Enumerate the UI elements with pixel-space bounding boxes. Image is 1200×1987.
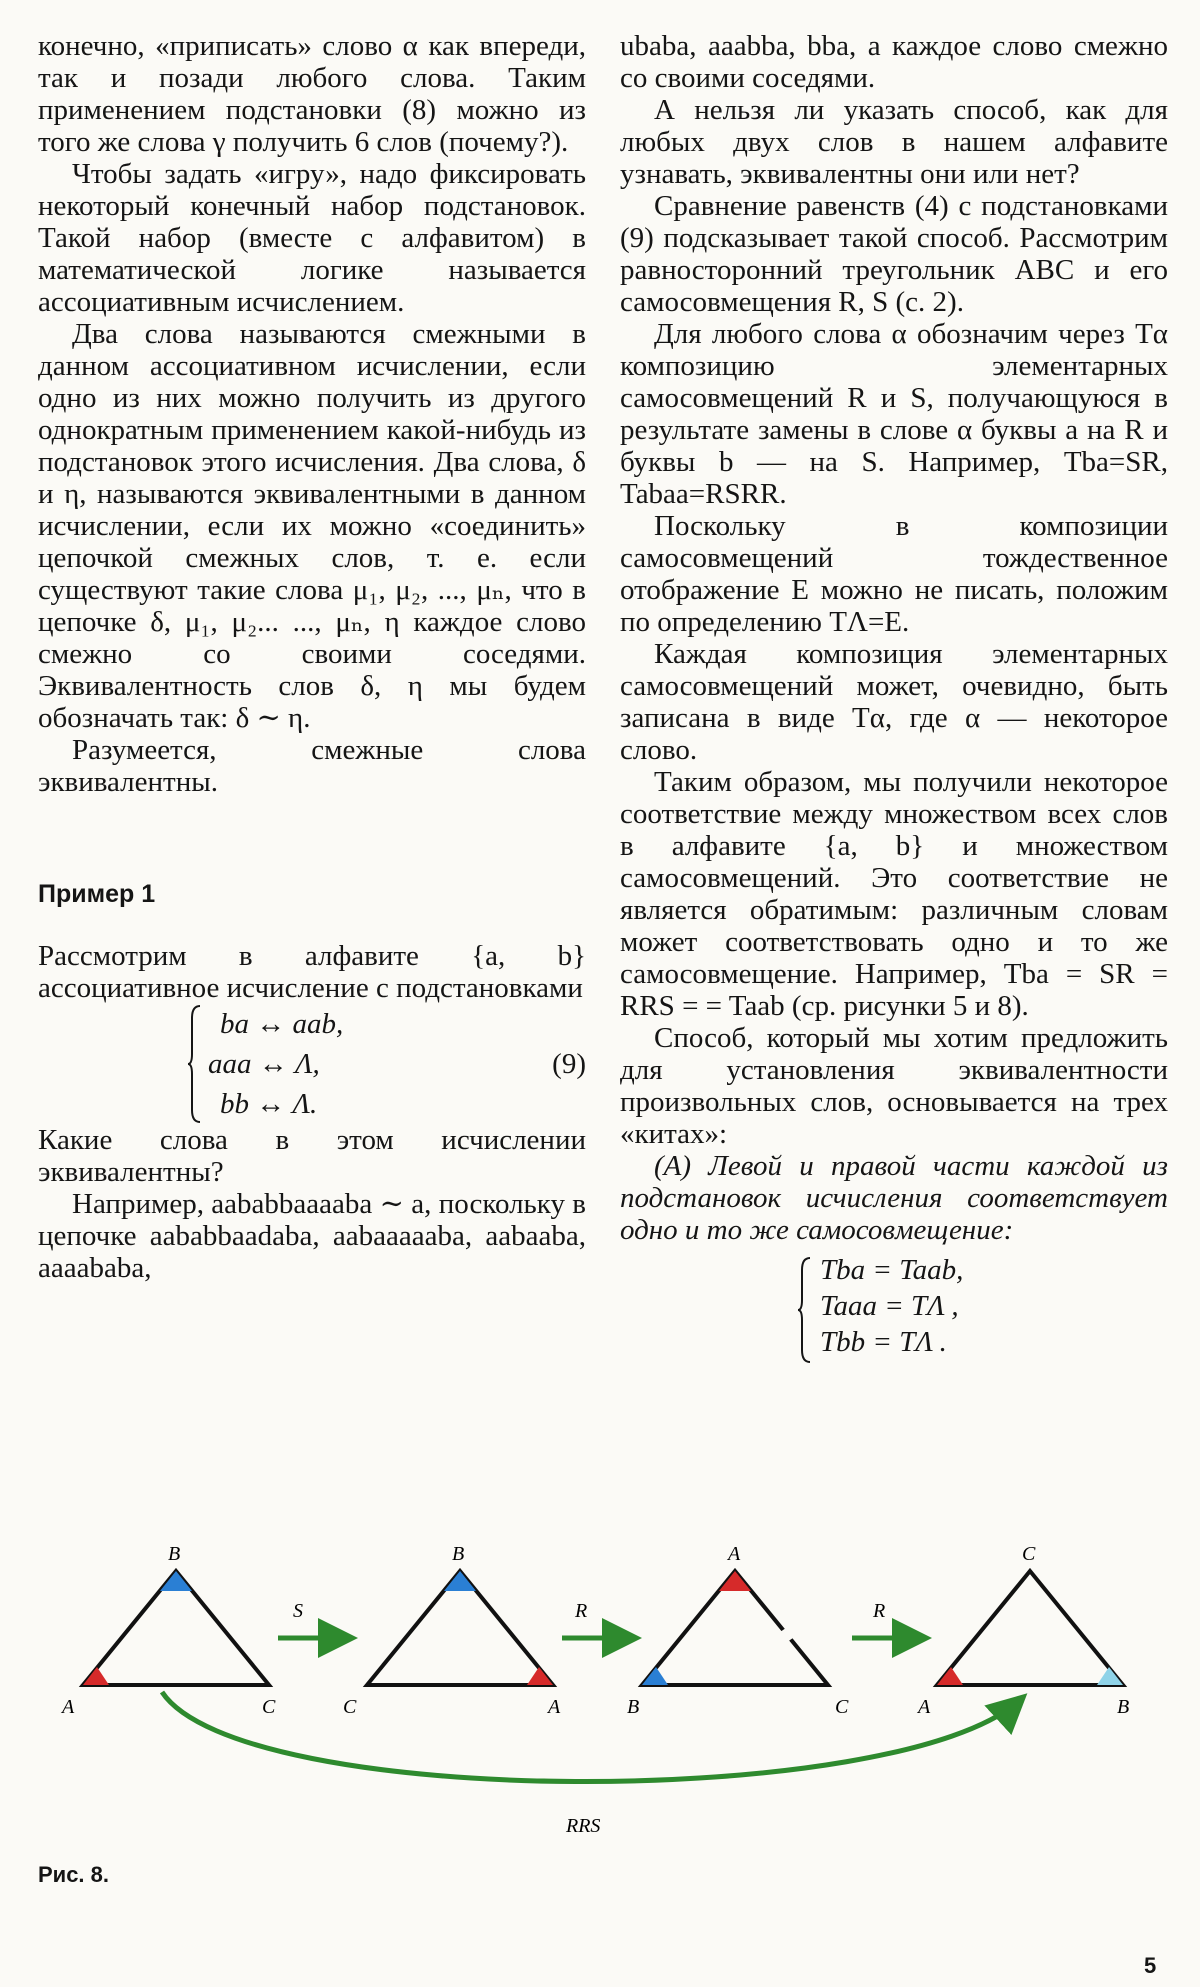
- triangle-4: [916, 1543, 1129, 1718]
- substitution-system: [38, 1004, 586, 1124]
- substitution-2: aaa ↔ Λ,: [208, 1048, 320, 1080]
- triangle-3-left-corner: [642, 1667, 668, 1685]
- arrow-r-2-label: R: [873, 1600, 886, 1622]
- correspondence-3: Tbb = TΛ .: [820, 1326, 947, 1358]
- brace-icon: [188, 1004, 202, 1124]
- triangle-4-top-label: C: [1022, 1543, 1036, 1565]
- rrs-curve: [162, 1692, 1020, 1837]
- arrow-r-2: [852, 1600, 922, 1638]
- arrow-s: [278, 1600, 348, 1638]
- triangle-2-right-corner: [527, 1667, 553, 1685]
- figure-caption: Рис. 8.: [38, 1862, 110, 1887]
- triangle-3-top-label: A: [728, 1543, 741, 1565]
- triangle-1-left-label: A: [62, 1696, 75, 1718]
- right-column: [620, 30, 1168, 1360]
- triangle-1-right-label: C: [262, 1696, 276, 1718]
- page-number: 5: [1144, 1953, 1157, 1978]
- right-paragraph-4: Для любого слова α обозначим через Tα композицию элементарных самосовмещений R и S, получающуюся в результате замены в слове α буквы a на R и буквы b — на S. Например, Tba=SR, Tabaa=RSRR.: [620, 318, 1168, 510]
- triangle-1-top-label: B: [168, 1543, 181, 1565]
- left-column: [38, 30, 586, 1284]
- left-paragraph-6: Какие слова в этом исчислении эквивалентны?: [38, 1124, 586, 1188]
- triangle-4-left-corner: [937, 1667, 963, 1685]
- substitution-3: bb ↔ Λ.: [220, 1088, 318, 1120]
- right-paragraph-8: Способ, который мы хотим предложить для установления эквивалентности произвольных слов, основывается на трех «китах»:: [620, 1022, 1168, 1150]
- triangle-2-left-label: C: [343, 1696, 357, 1718]
- right-paragraph-5: Поскольку в композиции самосовмещений тождественное отображение E можно не писать, положим по определению TΛ=E.: [620, 510, 1168, 638]
- equation-number: (9): [552, 1048, 586, 1080]
- triangle-2-right-label: A: [548, 1696, 561, 1718]
- triangle-2-top-corner: [444, 1571, 476, 1591]
- triangle-4-left-label: A: [918, 1696, 931, 1718]
- triangle-3-right-label: C: [835, 1696, 849, 1718]
- triangle-2: [343, 1543, 561, 1718]
- spacer: [38, 910, 586, 940]
- right-paragraph-6: Каждая композиция элементарных самосовмещений может, очевидно, быть записана в виде Tα, где α — некоторое слово.: [620, 638, 1168, 766]
- right-paragraph-7: Таким образом, мы получили некоторое соответствие между множеством всех слов в алфавите {a, b} и множеством самосовмещений. Это соответствие не является обратимым: различным словам может соответствовать одно и то же самосовмещение. Например, Tba = SR = RRS = = Taab (ср. рисунки 5 и 8).: [620, 766, 1168, 1022]
- left-paragraph-7: Например, aababbaaaaba ∼ a, поскольку в цепочке aababbaadaba, aabaaaaaba, aabaaba, aaaababa,: [38, 1188, 586, 1284]
- left-paragraph-1: конечно, «приписать» слово α как впереди, так и позади любого слова. Таким применением подстановки (8) можно из того же слова γ получить 6 слов (почему?).: [38, 30, 586, 158]
- triangle-3-gap: [783, 1630, 790, 1640]
- right-paragraph-2: А нельзя ли указать способ, как для любых двух слов в нашем алфавите узнавать, эквивалентны они или нет?: [620, 94, 1168, 190]
- left-paragraph-5: Рассмотрим в алфавите {a, b} ассоциативное исчисление с подстановками: [38, 940, 586, 1004]
- arrow-r-1: [562, 1600, 632, 1638]
- right-paragraph-3: Сравнение равенств (4) с подстановками (9) подсказывает такой способ. Рассмотрим равносторонний треугольник ABC и его самосовмещения R, S (с. 2).: [620, 190, 1168, 318]
- correspondence-system: [620, 1252, 1168, 1360]
- substitution-1: ba ↔ aab,: [220, 1008, 344, 1040]
- spacer: [38, 798, 586, 878]
- triangle-4-right-corner: [1097, 1667, 1123, 1685]
- brace-icon: [798, 1256, 812, 1364]
- triangle-1-left-corner: [83, 1667, 109, 1685]
- figure-8: [0, 1510, 1200, 1860]
- rrs-curve-path: [162, 1692, 1020, 1782]
- arrow-s-label: S: [293, 1600, 303, 1622]
- triangle-outline: [937, 1571, 1123, 1685]
- left-paragraph-3: Два слова называются смежными в данном ассоциативном исчислении, если одно из них можно получить из другого однократным применением какой-нибудь из подстановок этого исчисления. Два слова, δ и η, называются эквивалентными в данном исчислении, если их можно «соединить» цепочкой смежных слов, т. е. если существуют такие слова μ₁, μ₂, ..., μₙ, что в цепочке δ, μ₁, μ₂... ..., μₙ, η каждое слово смежно со своими соседями. Эквивалентность слов δ, η мы будем обозначать так: δ ∼ η.: [38, 318, 586, 734]
- correspondence-1: Tba = Taab,: [820, 1254, 964, 1286]
- arrow-r-1-label: R: [575, 1600, 588, 1622]
- triangle-1-top-corner: [160, 1571, 192, 1591]
- triangle-2-top-label: B: [452, 1543, 465, 1565]
- correspondence-2: Taaa = TΛ ,: [820, 1290, 959, 1322]
- left-paragraph-2: Чтобы задать «игру», надо фиксировать некоторый конечный набор подстановок. Такой набор (вместе с алфавитом) в математической логике называется ассоциативным исчислением.: [38, 158, 586, 318]
- rrs-curve-label: RRS: [566, 1815, 601, 1837]
- triangle-3-top-corner: [719, 1571, 751, 1591]
- right-paragraph-1: ubaba, aaabba, bba, a каждое слово смежно со своими соседями.: [620, 30, 1168, 94]
- left-paragraph-4: Разумеется, смежные слова эквивалентны.: [38, 734, 586, 798]
- example-heading: Пример 1: [38, 880, 156, 908]
- triangle-1: [60, 1543, 276, 1718]
- triangle-4-right-label: B: [1117, 1696, 1130, 1718]
- triangle-3: [627, 1543, 849, 1718]
- triangle-3-left-label: B: [627, 1696, 640, 1718]
- right-paragraph-9: (А) Левой и правой части каждой из подстановок исчисления соответствует одно и то же самосовмещение:: [620, 1150, 1168, 1246]
